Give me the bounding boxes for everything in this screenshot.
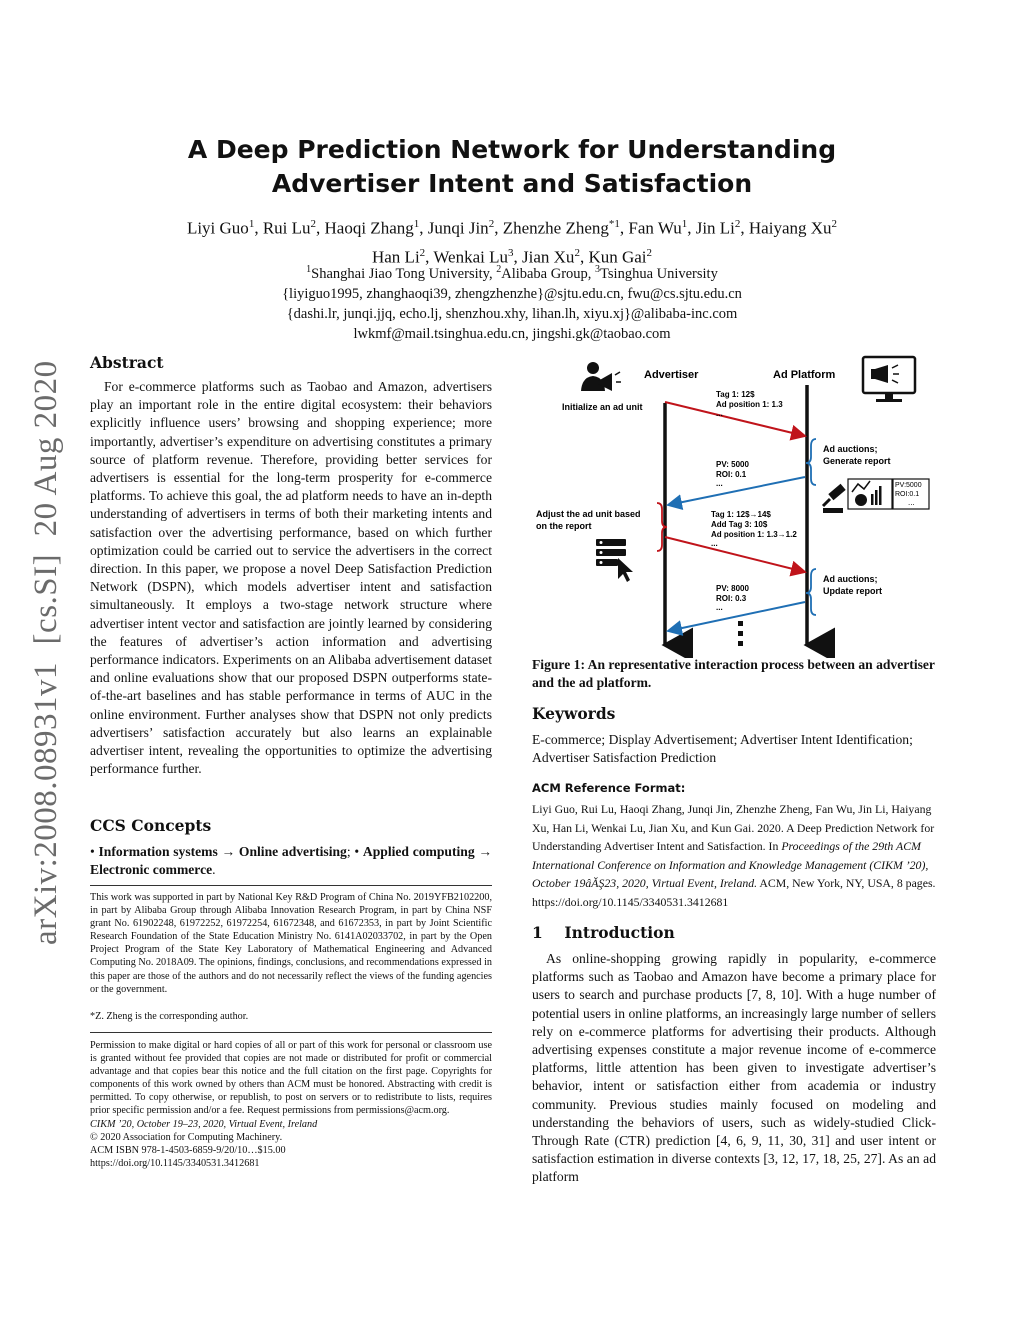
msg2-line-4: ... (711, 539, 718, 548)
author-affiliation-sup: 2 (831, 218, 838, 230)
report2-line-1: PV: 8000 (716, 584, 749, 593)
keywords-heading: Keywords (532, 704, 616, 723)
acm-ref-plain: Liyi Guo, Rui Lu, Haoqi Zhang, Junqi Jin, Zhenzhe Zheng, Fan Wu, Jin Li, Haiyang Xu, Han Li, Wenkai Lu, Jian Xu, and Kun Gai. 2020. A Deep Prediction Network for Understanding Advertiser Intent and Satisfaction. In (532, 802, 935, 853)
title-line-1: A Deep Prediction Network for Understanding (187, 135, 837, 164)
platform-monitor-icon (863, 357, 915, 402)
figure-1-caption: Figure 1: An representative interaction process between an advertiser and the ad platform. (532, 657, 935, 690)
doi-line[interactable]: https://doi.org/10.1145/3340531.3412681 (90, 1157, 260, 1169)
author-affiliation-sup: 1 (248, 218, 255, 230)
paper-title (0, 133, 1024, 201)
doc-roi: ROI:0.1 (895, 491, 920, 498)
author-name: Rui Lu (262, 218, 311, 238)
author-name: Wenkai Lu (433, 247, 509, 267)
msg1-line-3: ... (716, 409, 723, 418)
email-line-2: {dashi.lr, junqi.jjq, echo.lj, shenzhou.xhy, lihan.lh, xiyu.xj}@alibaba-inc.com (286, 305, 738, 322)
msg1-line-1: Tag 1: 12$ (716, 390, 755, 399)
gavel-icon (823, 484, 846, 513)
aff-sup-2: 2 (496, 264, 502, 275)
author-name: Fan Wu (628, 218, 682, 238)
author-affiliation-sup: 1 (681, 218, 688, 230)
venue-line: CIKM ’20, October 19–23, 2020, Virtual Event, Ireland (90, 1118, 318, 1130)
author-name: Jian Xu (522, 247, 575, 267)
author-name: Haiyang Xu (748, 218, 832, 238)
acm-ref-tail: ACM, New York, NY, USA, 8 pages. https://doi.org/10.1145/3340531.3412681 (532, 876, 936, 909)
init-ad-unit-label: Initialize an ad unit (562, 402, 643, 412)
email-line-3: lwkmf@mail.tsinghua.edu.cn, jingshi.gk@taobao.com (353, 325, 671, 342)
keywords-text: E-commerce; Display Advertisement; Advertiser Intent Identification; Advertiser Satisfaction Prediction (532, 732, 913, 765)
author-affiliation-sup: 1 (413, 218, 420, 230)
introduction-heading (532, 923, 675, 942)
author-name: Haoqi Zhang (324, 218, 414, 238)
arxiv-stamp[interactable]: arXiv:2008.08931v1 [cs.SI] 20 Aug 2020 (28, 360, 64, 945)
author-affiliation-sup: 3 (508, 246, 514, 259)
aff-sup-3: 3 (595, 264, 601, 275)
corresponding-footnote: *Z. Zheng is the corresponding author. (90, 1011, 249, 1022)
author-name: Zhenzhe Zheng (502, 218, 609, 238)
acm-reference-heading: ACM Reference Format: (532, 781, 686, 795)
ccs-text (90, 843, 492, 879)
msg2-line-1: Tag 1: 12$→14$ (711, 510, 771, 519)
ccs-end: . (212, 862, 216, 877)
adjust-line-2: on the report (536, 521, 592, 531)
intro-title: Introduction (564, 923, 675, 942)
permission-text: Permission to make digital or hard copies of all or part of this work for personal or classroom use is granted without fee provided that copies are not made or distributed for profit or commercial advantage and that copies bear this notice and the full citation on the first page. Copyrights for components of this work owned by others than ACM must be honored. Abstracting with credit is permitted. To copy otherwise, or republish, to post on servers or to redistribute to lists, requires prior specific permission and/or a fee. Request permissions from permissions@acm.org. (90, 1040, 492, 1117)
copyright-line: © 2020 Association for Computing Machinery. (90, 1131, 283, 1143)
author-name: Kun Gai (588, 247, 647, 267)
isbn-line: ACM ISBN 978-1-4503-6859-9/20/10…$15.00 (90, 1144, 286, 1156)
auction2-line-2: Update report (823, 586, 883, 596)
affiliation-line (0, 260, 1024, 284)
authors-line-2: Han Li$^2$, Wenkai Lu$^3$, Jian Xu$^2$, Kun Gai$^2$ (371, 246, 653, 267)
author-affiliation-sup: 2 (310, 218, 317, 230)
funding-footnote: This work was supported in part by National Key R&D Program of China No. 2019YFB2102200, in part by Alibaba Group through Alibaba Innovation Research Program, in part by China NSF grant No. 61902248, 61972252, 61972254, 61672348, and 61672353, in part by Joint Scientific Research Foundation of the State Education Ministry No. 6141A02033702, in part by the Open Project Program of the State Key Laboratory of Mathematical Engineering and Advanced Computing No. 2018A09. The opinions, findings, conclusions, and recommendations expressed in this paper are those of the authors and do not necessarily reflect the views of the funding agencies or the government. (90, 892, 492, 995)
abstract-text: For e-commerce platforms such as Taobao and Amazon, advertisers play an important role in the entire digital ecosystem: their behaviors explicitly influence users’ browsing and shopping experience; more importantly, advertiser’s expenditure on advertising constitutes a primary source of platform revenue. Therefore, providing better services for advertisers is essential for the long-term prosperity for e-commerce platforms. To achieve this goal, the ad platform needs to have an in-depth understanding of advertisers in terms of both their marketing intents and satisfaction over the advertising performance, based on which further optimization could be carried out to service the advertisers in the correct direction. In this paper, we propose a novel Deep Satisfaction Prediction Network (DSPN), which models advertiser intent and satisfaction simultaneously. It employs a two-stage network structure where advertiser intent vector and satisfaction are jointly learned by considering the features of advertiser’s action information and advertising performance indicators. Experiments on an Alibaba advertisement dataset and online evaluations show that our proposed DSPN outperforms state-of-the-art baselines and has stable performance in terms of AUC in the online environment. Further analyses show that DSPN not only predicts advertisers’ satisfaction accurately but also learns an explainable advertiser intent, revealing the opportunities to optimize the advertising performance further. (90, 379, 492, 777)
msg2-line-2: Add Tag 3: 10$ (711, 520, 768, 529)
author-name: Junqi Jin (427, 218, 489, 238)
advertiser-label: Advertiser (644, 369, 699, 381)
author-affiliation-sup: 2 (419, 246, 426, 259)
ccs-separator: ; • (346, 844, 363, 859)
author-affiliation-sup: 2 (574, 246, 580, 259)
author-name: Jin Li (695, 218, 735, 238)
footnote-rule (90, 885, 492, 886)
report1-line-2: ROI: 0.1 (716, 470, 747, 479)
doc-pv: PV:5000 (895, 482, 922, 489)
author-affiliation-sup: 2 (488, 218, 495, 230)
auction1-line-1: Ad auctions; (823, 444, 878, 454)
aff-1: Shanghai Jiao Tong University, (311, 265, 497, 282)
report-arrow-2 (668, 602, 805, 631)
report-document-icon (848, 479, 892, 509)
auction1-line-2: Generate report (823, 456, 891, 466)
report1-line-1: PV: 5000 (716, 460, 749, 469)
ccs-heading: CCS Concepts (90, 816, 212, 835)
ccs-item-2: Applied computing → Electronic commerce (90, 844, 492, 877)
server-cursor-icon (596, 539, 633, 582)
introduction-text: As online-shopping growing rapidly in popularity, e-commerce platforms such as Taobao and Amazon have become a primary place for users to search and purchase products [7, 8, 10]. With a huge number of potential users in online platforms, an increasingly large number of sellers rely on e-commerce platforms for advertising their products. Although advertising expenses constitute a major revenue income of e-commerce platforms, little attention has been given to investigate advertiser’s behavior, intent or satisfaction either from academia or industry community. Previous studies mainly focused on modeling and understanding the behaviors of users, such as widely-studied Click-Through Rate (CTR) prediction [4, 6, 9, 11, 30, 31] and user intent or satisfaction estimation in diverse contexts [3, 12, 17, 18, 25, 27]. As an ad platform (532, 951, 936, 1185)
report1-line-3: ... (716, 479, 723, 488)
permission-rule (90, 1032, 492, 1033)
author-affiliation-sup: *1 (608, 218, 620, 230)
email-line-1: {liyiguo1995, zhanghaoqi39, zhengzhenzhe}@sjtu.edu.cn, fwu@cs.sjtu.edu.cn (282, 285, 742, 302)
adjust-line-1: Adjust the ad unit based (536, 509, 641, 519)
title-line-2: Advertiser Intent and Satisfaction (271, 169, 753, 198)
report-arrow-1 (668, 477, 805, 505)
author-affiliation-sup: 2 (734, 218, 741, 230)
permission-block (90, 1039, 492, 1170)
figure-1-interaction-diagram (530, 353, 940, 658)
continuation-dots (738, 621, 743, 646)
ad-platform-label: Ad Platform (773, 369, 836, 381)
affiliations (0, 260, 1024, 344)
author-affiliation-sup: 2 (646, 246, 653, 259)
ccs-item-1: Information systems → Online advertising (98, 844, 347, 859)
acm-reference-text (532, 800, 936, 911)
aff-sup-1: 1 (306, 264, 312, 275)
auction2-line-1: Ad auctions; (823, 574, 878, 584)
abstract-heading: Abstract (90, 353, 164, 372)
aff-3: Tsinghua University (600, 265, 718, 282)
author-name: Liyi Guo (186, 218, 249, 238)
authors-line-1: Liyi Guo$^1$, Rui Lu$^2$, Haoqi Zhang$^1$, Junqi Jin$^2$, Zhenzhe Zheng$^{*1}$, Fan Wu$^1$, Jin Li$^2$, Haiyang Xu$^2$ (186, 218, 838, 238)
advertiser-megaphone-icon (581, 362, 621, 391)
msg2-line-3: Ad position 1: 1.3→1.2 (711, 530, 797, 539)
msg1-line-2: Ad position 1: 1.3 (716, 400, 783, 409)
report2-line-2: ROI: 0.3 (716, 594, 747, 603)
aff-2: Alibaba Group, (501, 265, 596, 282)
ccs-bullet: • (90, 844, 99, 859)
author-name: Han Li (371, 247, 420, 267)
intro-number: 1 (532, 923, 543, 942)
report2-line-3: ... (716, 603, 723, 612)
acm-ref-proceedings: Proceedings of the 29th ACM International Conference on Information and Knowledge Management (CIKM ’20), October 19âĂŞ23, 2020, Virtual Event, Ireland. (532, 839, 929, 890)
message-arrow-2 (665, 537, 805, 572)
doc-ellipsis: ... (908, 498, 915, 507)
